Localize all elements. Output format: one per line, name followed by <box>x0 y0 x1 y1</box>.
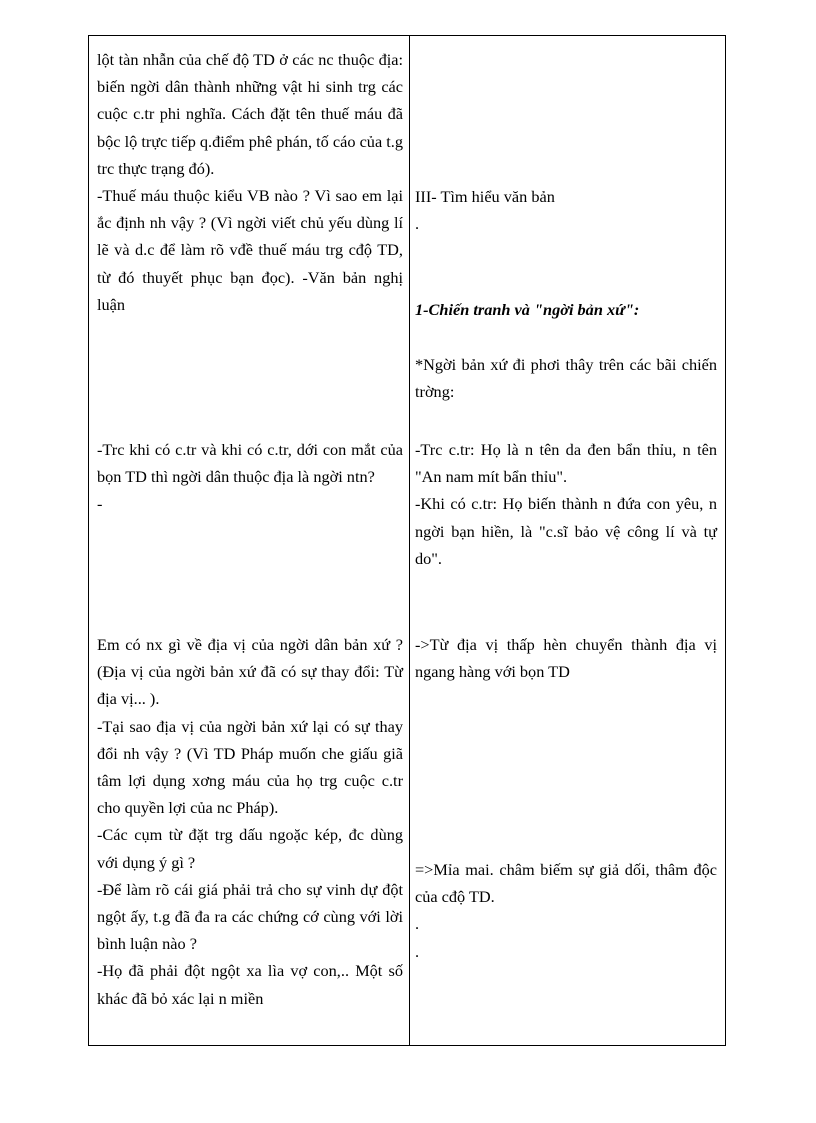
paragraph: -Thuế máu thuộc kiểu VB nào ? Vì sao em lại ắc định nh vậy ? (Vì ngời viết chủ yếu dùng lí lẽ và d.c để làm rõ vđề thuế máu trg cđộ TD, từ đó thuyết phục bạn đọc). -Văn bản nghị luận <box>97 186 403 314</box>
paragraph: -Để làm rõ cái giá phải trả cho sự vinh dự đột ngột ấy, t.g đã đa ra các chứng cớ cùng với lời bình luận nào ? <box>97 879 403 954</box>
paragraph: . <box>415 941 420 961</box>
right-block-4 <box>415 436 717 572</box>
paragraph: -Trc c.tr: Họ là n tên da đen bẩn thỉu, n tên "An nam mít bẩn thỉu". <box>415 440 717 487</box>
left-block-1 <box>97 46 403 318</box>
paragraph: Em có nx gì về địa vị của ngời dân bản xứ ? (Địa vị của ngời bản xứ đã có sự thay đổi: Từ địa vị... ). <box>97 635 403 709</box>
section-title: III- Tìm hiểu văn bản <box>415 187 555 206</box>
paragraph: . <box>415 214 420 234</box>
right-block-3 <box>415 351 717 405</box>
paragraph: -Khi có c.tr: Họ biến thành n đứa con yêu, n ngời bạn hiền, là "c.sĩ bảo vệ công lí và tự do". <box>415 494 717 568</box>
paragraph: -Tại sao địa vị của ngời bản xứ lại có sự thay đổi nh vậy ? (Vì TD Pháp muốn che giấu giã tâm lợi dụng xơng máu của họ trg cuộc c.tr cho quyền lợi của nc Pháp). <box>97 716 403 818</box>
left-block-3 <box>97 631 403 1012</box>
lesson-table <box>88 35 726 1046</box>
right-block-1 <box>415 183 717 237</box>
column-divider <box>409 36 410 1045</box>
paragraph: =>Mỉa mai. châm biếm sự giả dối, thâm độc của cđộ TD. <box>415 860 717 907</box>
paragraph: -Trc khi có c.tr và khi có c.tr, dới con mắt của bọn TD thì ngời dân thuộc địa là ngời ntn? <box>97 440 403 487</box>
paragraph: - <box>97 494 103 514</box>
left-block-2 <box>97 436 403 518</box>
right-block-6 <box>415 856 717 965</box>
paragraph: lột tàn nhẫn của chế độ TD ở các nc thuộc địa: biến ngời dân thành những vật hi sinh trg các cuộc c.tr phi nghĩa. Cách đặt tên thuế máu đã bộc lộ trực tiếp q.điểm phê phán, tố cáo của t.g trc thực trạng đó). <box>97 50 403 178</box>
paragraph: *Ngời bản xứ đi phơi thây trên các bãi chiến trờng: <box>415 355 717 402</box>
paragraph: ->Từ địa vị thấp hèn chuyển thành địa vị ngang hàng với bọn TD <box>415 635 717 682</box>
paragraph: -Các cụm từ đặt trg dấu ngoặc kép, đc dùng với dụng ý gì ? <box>97 825 403 872</box>
right-block-5 <box>415 631 717 685</box>
paragraph: . <box>415 914 420 934</box>
right-heading-1: 1-Chiến tranh và "ngời bản xứ": <box>415 300 640 319</box>
paragraph: -Họ đã phải đột ngột xa lìa vợ con,.. Một số khác đã bỏ xác lại n miền <box>97 961 403 1008</box>
